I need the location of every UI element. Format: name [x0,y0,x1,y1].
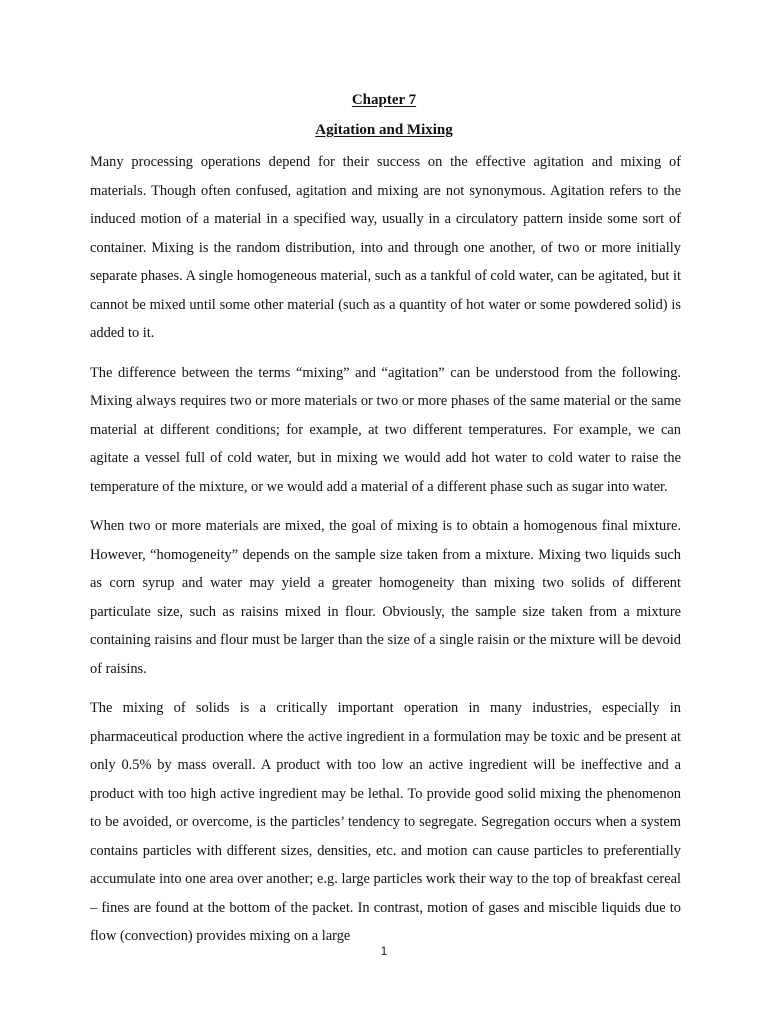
chapter-title-text: Agitation and Mixing [315,122,453,138]
chapter-label: Chapter 7 [351,92,417,108]
paragraph-1: Many processing operations depend for their success on the effective agitation and mixing of materials. Though often confused, agitation and mixing are not synonymous. Agitation refers to the induced motion of a material in a specified way, usually in a circulatory pattern inside some sort of container. Mixing is the random distribution, into and through one another, of two or more initially separate phases. A single homogeneous material, such as a tankful of cold water, can be agitated, but it cannot be mixed until some other material (such as a quantity of hot water or some powdered solid) is added to it. [90,154,681,341]
paragraph-4: The mixing of solids is a critically important operation in many industries, especially in pharmaceutical production where the active ingredient in a formulation may be toxic and be present at only 0.5% by mass overall. A product with too low an active ingredient will be ineffective and a product with too high active ingredient may be lethal. To provide good solid mixing the phenomenon to be avoided, or overcome, is the particles’ tendency to segregate. Segregation occurs when a system contains particles with different sizes, densities, etc. and motion can cause particles to preferentially accumulate into one area over another; e.g. large particles work their way to the top of breakfast cereal – fines are found at the bottom of the packet. In contrast, motion of gases and miscible liquids due to flow (convection) provides mixing on a large [90,700,681,944]
chapter-title [0,122,768,139]
paragraph-3: When two or more materials are mixed, the goal of mixing is to obtain a homogenous final mixture. However, “homogeneity” depends on the sample size taken from a mixture. Mixing two liquids such as corn syrup and water may yield a greater homogeneity than mixing two solids of different particulate size, such as raisins mixed in flour. Obviously, the sample size taken from a mixture containing raisins and flour must be larger than the size of a single raisin or the mixture will be devoid of raisins. [90,518,681,677]
page-number: 1 [380,944,388,958]
chapter-heading [0,92,768,109]
body-text [90,148,681,962]
paragraph-2: The difference between the terms “mixing” and “agitation” can be understood from the following. Mixing always requires two or more materials or two or more phases of the same material or the same material at different conditions; for example, at two different temperatures. For example, we can agitate a vessel full of cold water, but in mixing we would add hot water to cold water to raise the temperature of the mixture, or we would add a material of a different phase such as sugar into water. [90,364,681,495]
